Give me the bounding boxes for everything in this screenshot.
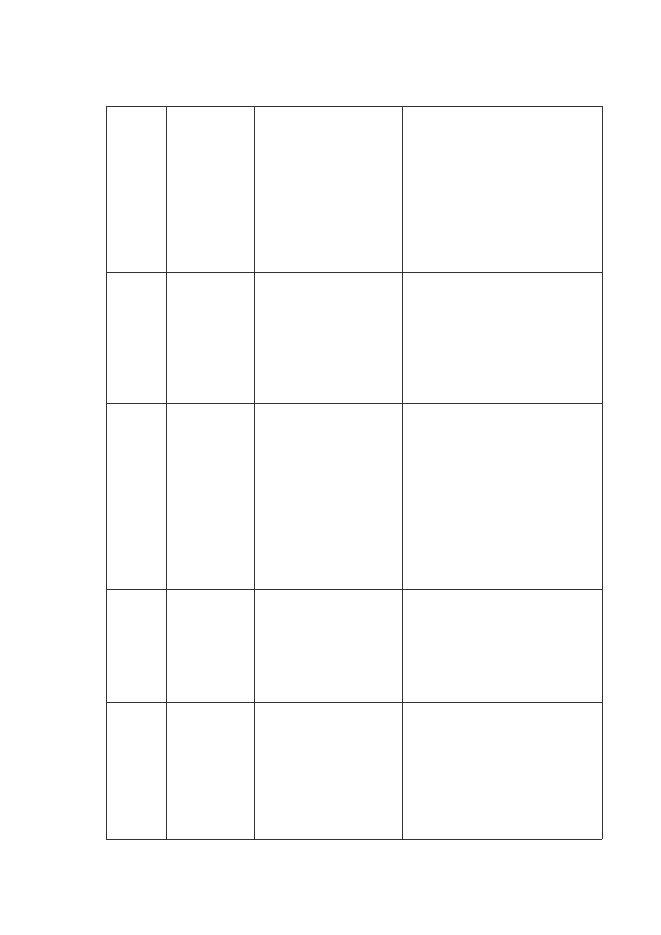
column-header-characteristics xyxy=(106,403,166,589)
column-header-designation xyxy=(106,589,166,702)
table-cell-examples xyxy=(166,403,210,589)
table-divider xyxy=(402,106,403,839)
table-border-right xyxy=(602,106,603,839)
column-header-examples xyxy=(106,272,166,403)
table-border-top xyxy=(106,106,602,107)
continuation-label xyxy=(626,100,648,164)
table-cell-designation xyxy=(166,702,210,780)
table-cell-characteristics xyxy=(166,589,210,702)
table-row-code xyxy=(166,780,210,839)
table-divider xyxy=(254,106,255,839)
column-header-code xyxy=(106,702,166,839)
table-border-bottom xyxy=(106,839,602,840)
table-cell-references xyxy=(166,272,210,403)
column-header-references xyxy=(106,106,166,272)
